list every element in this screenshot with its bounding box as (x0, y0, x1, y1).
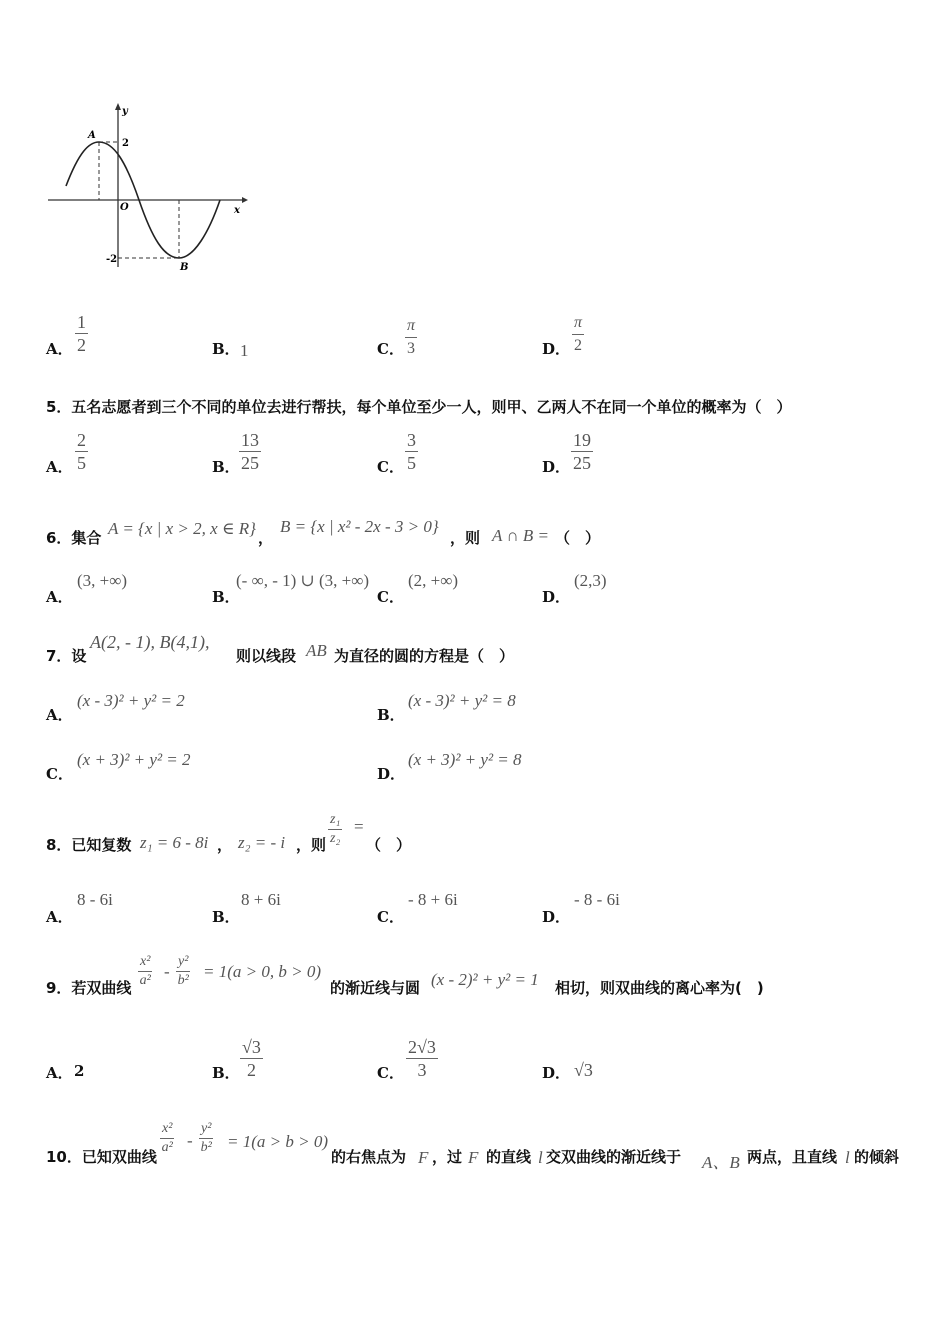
y-axis-arrow-icon (115, 103, 121, 110)
q4-option-d-label[interactable]: D． (542, 340, 571, 358)
q9-x-denominator: a² (139, 973, 151, 988)
q10-x-numerator: x² (160, 1120, 174, 1139)
q8-z2: z₂ = - i (238, 833, 286, 852)
q6-option-a-label[interactable]: A． (46, 588, 73, 606)
q5-b-denominator: 25 (241, 453, 259, 473)
q5-a-numerator: 2 (77, 430, 86, 450)
q10-text-5: 两点，且直线 (747, 1148, 838, 1166)
q6-stem-post: ，则 (450, 529, 481, 547)
q8-option-a-value: 8 - 6i (77, 890, 113, 909)
q8-option-d-value: - 8 - 6i (574, 890, 620, 909)
q8-option-b-label[interactable]: B． (212, 908, 240, 926)
q9-option-c-label[interactable]: C． (377, 1064, 404, 1082)
q9-minus: - (164, 962, 170, 981)
q9-y-denominator: b² (177, 973, 189, 988)
q8-z1: z₁ = 6 - 8i (140, 833, 209, 852)
q6-set-b: B = {x | x² - 2x - 3 > 0} (280, 517, 439, 536)
q9-circle: (x - 2)² + y² = 1 (431, 970, 539, 989)
q6-expression: A ∩ B = (492, 526, 549, 545)
q6-set-a: A = {x | x > 2, x ∈ R} (108, 519, 256, 538)
q5-a-denominator: 5 (77, 453, 86, 473)
q7-option-a-value: (x - 3)² + y² = 2 (77, 691, 185, 710)
q10-F-2: F (468, 1148, 479, 1167)
q8-equals: = (354, 817, 364, 836)
q8-option-b-value: 8 + 6i (241, 890, 281, 909)
q9-c-numerator: 2√3 (408, 1037, 436, 1057)
q10-AB: A、B (702, 1153, 740, 1172)
q10-stem-pre: 10．已知双曲线 (46, 1148, 157, 1166)
q8-option-c-value: - 8 + 6i (408, 890, 458, 909)
q6-comma: ， (258, 529, 274, 547)
point-A-label: A (88, 130, 96, 141)
q7-option-b-label[interactable]: B． (377, 706, 405, 724)
q6-stem-pre: 6．集合 (46, 529, 102, 547)
q7-option-c-label[interactable]: C． (46, 765, 73, 783)
q5-d-numerator: 19 (573, 430, 591, 450)
q7-option-d-label[interactable]: D． (377, 765, 406, 783)
q10-text-3: 的直线 (486, 1148, 532, 1166)
q9-y-numerator: y² (176, 953, 190, 972)
q9-x-numerator: x² (138, 953, 152, 972)
q7-segment: AB (306, 641, 327, 660)
q10-x-denominator: a² (161, 1140, 173, 1155)
q9-stem-mid: 的渐近线与圆 (330, 979, 421, 997)
q4-d-numerator: π (572, 313, 584, 335)
q4-option-c-fraction (405, 316, 417, 360)
q6-option-d-value: (2,3) (574, 571, 607, 590)
q10-minus: - (187, 1131, 193, 1150)
q10-y-numerator: y² (199, 1120, 213, 1139)
q5-d-denominator: 25 (573, 453, 591, 473)
q9-option-b-label[interactable]: B． (212, 1064, 240, 1082)
q4-option-b-label[interactable]: B． (212, 340, 240, 358)
q9-option-d-value: √3 (574, 1060, 593, 1080)
q9-option-b-fraction (240, 1037, 263, 1081)
q9-option-a-label[interactable]: A． (46, 1064, 73, 1082)
q9-c-denominator: 3 (417, 1060, 427, 1080)
x-axis-arrow-icon (242, 197, 248, 203)
q9-stem-pre: 9．若双曲线 (46, 979, 132, 997)
q8-fraction (328, 811, 342, 847)
q10-l-2: l (845, 1148, 850, 1167)
q4-a-denominator: 2 (77, 335, 86, 355)
q5-option-b-fraction (239, 430, 261, 474)
q7-stem-mid: 则以线段 (236, 647, 297, 665)
x-axis-label: x (234, 205, 240, 216)
q10-text-1: 的右焦点为 (331, 1148, 407, 1166)
q9-option-c-fraction (406, 1037, 438, 1081)
origin-label: O (120, 202, 129, 213)
q4-option-a-fraction (75, 312, 88, 356)
q9-fraction-y (176, 953, 190, 989)
q4-d-denominator: 2 (574, 337, 582, 354)
q4-option-c-label[interactable]: C． (377, 340, 404, 358)
q5-option-d-label[interactable]: D． (542, 458, 571, 476)
q6-option-b-value: (- ∞, - 1) ∪ (3, +∞) (236, 571, 370, 590)
q9-b-denominator: 2 (246, 1060, 256, 1080)
q6-option-c-label[interactable]: C． (377, 588, 404, 606)
q6-option-b-label[interactable]: B． (212, 588, 240, 606)
q6-option-a-value: (3, +∞) (77, 571, 128, 590)
q10-text-6: 的倾斜 (854, 1148, 900, 1166)
q7-option-c-value: (x + 3)² + y² = 2 (77, 750, 191, 769)
q7-option-d-value: (x + 3)² + y² = 8 (408, 750, 522, 769)
q4-a-numerator: 1 (77, 312, 86, 332)
q8-comma: ， (217, 836, 233, 854)
q8-option-d-label[interactable]: D． (542, 908, 571, 926)
q5-option-c-fraction (405, 430, 418, 474)
q5-option-a-label[interactable]: A． (46, 458, 73, 476)
q10-l-1: l (538, 1148, 543, 1167)
q5-c-numerator: 3 (407, 430, 416, 450)
q7-option-b-value: (x - 3)² + y² = 8 (408, 691, 516, 710)
q5-b-numerator: 13 (241, 430, 259, 450)
q4-option-d-fraction (572, 313, 584, 357)
q8-denominator: z₂ (330, 831, 341, 846)
q10-fraction-y (199, 1120, 213, 1156)
q9-option-a-value: 2 (74, 1062, 85, 1080)
q4-option-a-label[interactable]: A． (46, 340, 73, 358)
sine-graph (44, 102, 254, 277)
q10-F-1: F (418, 1148, 429, 1167)
q4-c-numerator: π (405, 316, 417, 338)
tick-minus-2-label: -2 (106, 254, 118, 265)
y-axis-label: y (122, 106, 128, 117)
q9-option-d-label[interactable]: D． (542, 1064, 571, 1082)
q9-b-numerator: √3 (242, 1037, 261, 1057)
q6-option-c-value: (2, +∞) (408, 571, 459, 590)
q5-option-d-fraction (571, 430, 593, 474)
q10-text-2: ，过 (432, 1148, 463, 1166)
q10-condition: = 1(a > b > 0) (227, 1132, 328, 1151)
q10-text-4: 交双曲线的渐近线于 (546, 1148, 682, 1166)
q9-fraction-x (138, 953, 152, 989)
q10-fraction-x (160, 1120, 174, 1156)
point-B-label: B (180, 262, 189, 273)
q6-option-d-label[interactable]: D． (542, 588, 571, 606)
tick-2-label: 2 (122, 138, 129, 149)
q7-stem-pre: 7．设 (46, 647, 87, 665)
q7-stem-post: 为直径的圆的方程是（ ） (334, 647, 515, 665)
q4-c-denominator: 3 (407, 340, 415, 357)
q8-paren: （ ） (366, 836, 412, 854)
q10-y-denominator: b² (200, 1140, 212, 1155)
q7-option-a-label[interactable]: A． (46, 706, 73, 724)
q8-option-a-label[interactable]: A． (46, 908, 73, 926)
q5-option-b-label[interactable]: B． (212, 458, 240, 476)
q5-stem: 5．五名志愿者到三个不同的单位去进行帮扶，每个单位至少一人，则甲、乙两人不在同一个单位的概率为（ ） (46, 398, 792, 416)
q8-stem-pre: 8．已知复数 (46, 836, 132, 854)
q5-option-a-fraction (75, 430, 88, 474)
q8-stem-mid: ，则 (296, 836, 327, 854)
q5-option-c-label[interactable]: C． (377, 458, 404, 476)
q6-paren: （ ） (555, 529, 601, 547)
q8-numerator: z₁ (328, 811, 342, 830)
q8-option-c-label[interactable]: C． (377, 908, 404, 926)
q7-points: A(2, - 1), B(4,1), (90, 632, 210, 652)
q5-c-denominator: 5 (407, 453, 416, 473)
q9-stem-post: 相切，则双曲线的离心率为( ) (555, 979, 764, 997)
q4-option-b-value: 1 (240, 341, 249, 360)
q9-condition: = 1(a > 0, b > 0) (203, 962, 321, 981)
